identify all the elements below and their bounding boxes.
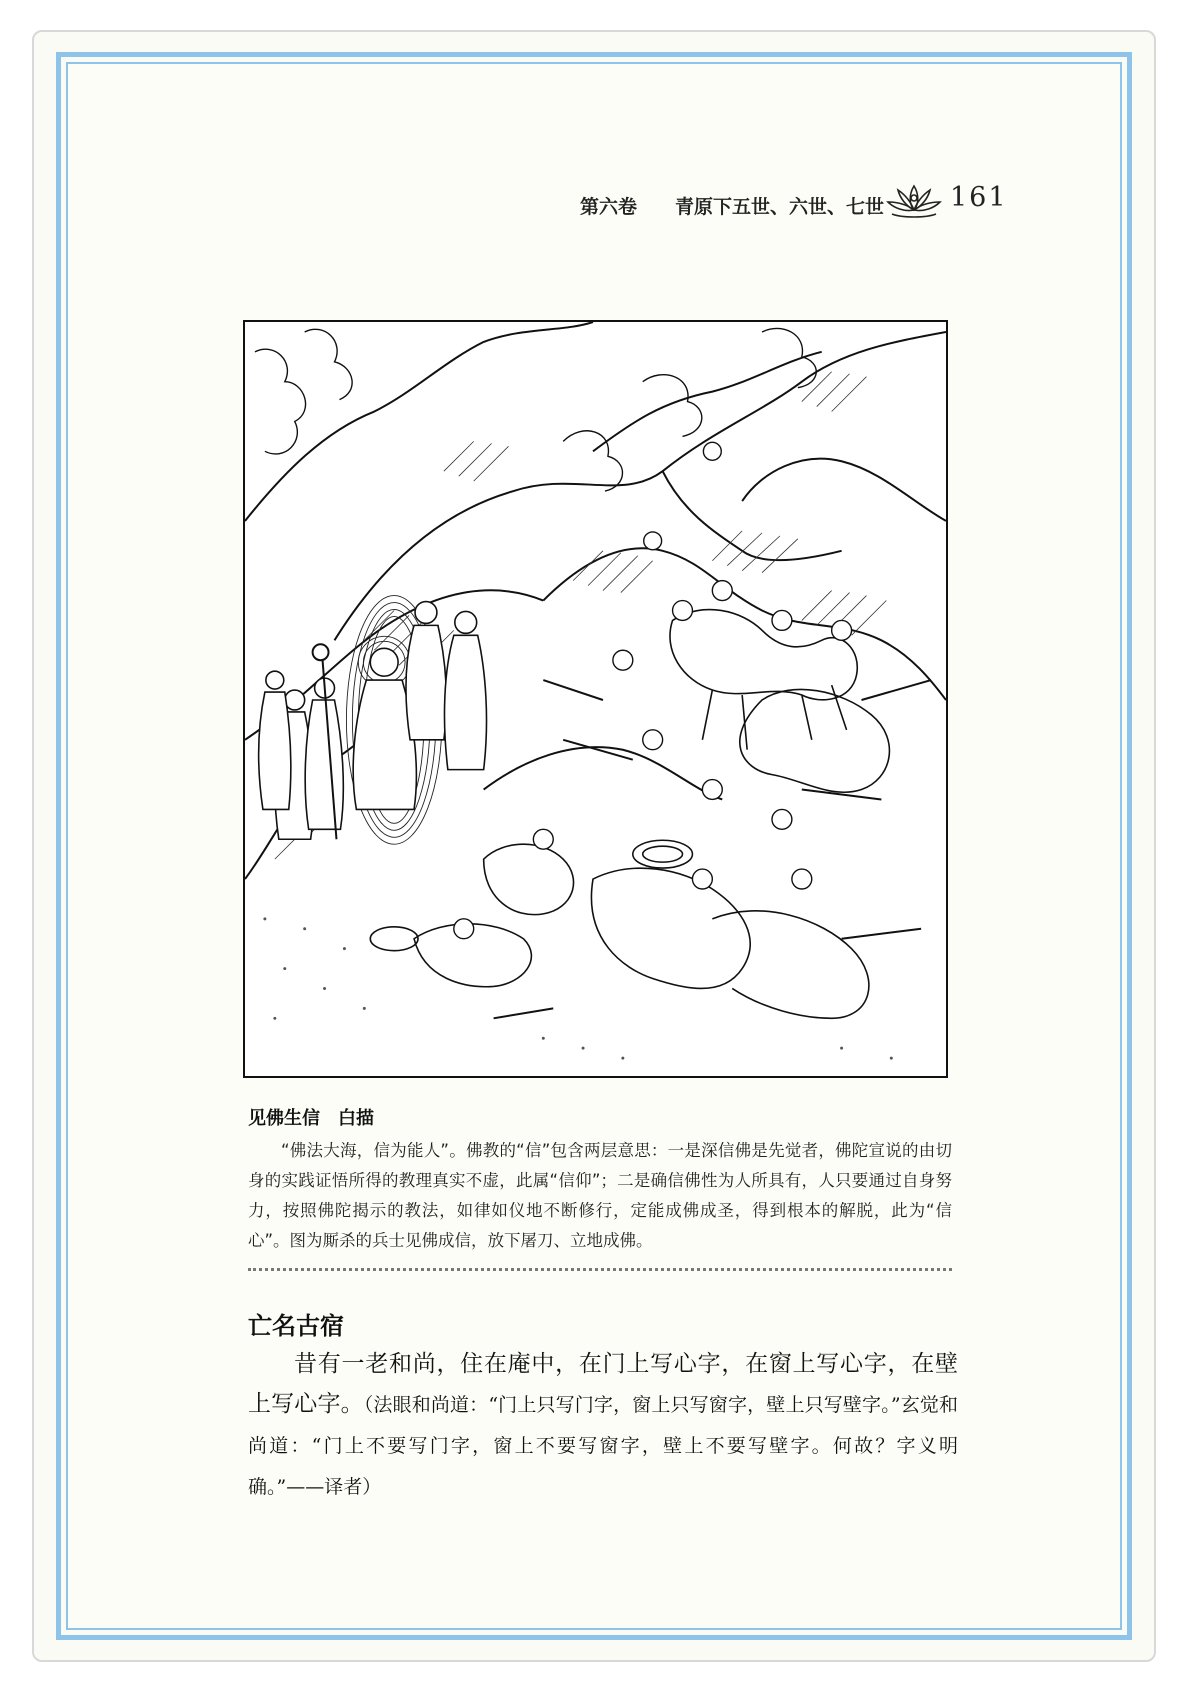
section-divider bbox=[248, 1268, 952, 1271]
section-text: 昔有一老和尚，住在庵中，在门上写心字，在窗上写心字，在壁上写心字。 bbox=[248, 1351, 958, 1417]
chapter-title: 第六卷 青原下五世、六世、七世 bbox=[580, 196, 885, 218]
section-body bbox=[248, 1344, 958, 1507]
section-title: 亡名古宿 bbox=[248, 1312, 344, 1340]
caption-body: “佛法大海，信为能人”。佛教的“信”包含两层意思：一是深信佛是先觉者，佛陀宣说的由切身的实践证悟所得的教理真实不虚，此属“信仰”；二是确信佛性为人所具有，人只要通过自身努力，按照佛陀揭示的教法，如律如仪地不断修行，定能成佛成圣，得到根本的解脱，此为“信心”。图为厮杀的兵士见佛成信，放下屠刀、立地成佛。 bbox=[248, 1141, 952, 1250]
lotus-icon bbox=[884, 180, 944, 222]
page-number: 161 bbox=[950, 182, 1008, 213]
woodblock-illustration bbox=[243, 320, 948, 1078]
running-head bbox=[500, 182, 1008, 228]
translator-note: （法眼和尚道：“门上只写门字，窗上只写窗字，壁上只写壁字。”玄觉和尚道：“门上不要写门字，窗上不要写窗字，壁上不要写壁字。何故？字义明确。”——译者） bbox=[248, 1394, 959, 1498]
caption-title: 见佛生信 白描 bbox=[248, 1108, 374, 1129]
buddha-sermon-woodblock-illustration bbox=[245, 322, 946, 1076]
